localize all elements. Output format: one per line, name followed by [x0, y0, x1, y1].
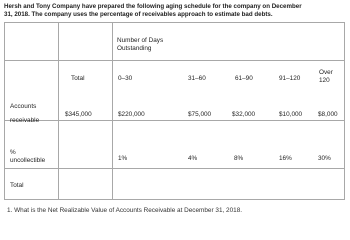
- row-divider-ar: [5, 120, 344, 121]
- pct-61-90: 8%: [234, 155, 244, 162]
- days-outstanding-header: [117, 37, 163, 53]
- pct-label-line-2: uncollectible: [10, 157, 46, 164]
- header-31-60: 31–60: [188, 75, 206, 82]
- col-divider-label: [58, 23, 59, 199]
- row-divider-header: [5, 60, 344, 61]
- pct-91-120: 16%: [279, 155, 292, 162]
- row-divider-pct: [5, 168, 344, 169]
- ar-31-60: $75,000: [188, 111, 212, 118]
- header-0-30: 0–30: [118, 75, 133, 82]
- problem-intro: [4, 3, 346, 20]
- aging-schedule-table: [4, 22, 345, 200]
- ar-label-line-1: Accounts: [10, 103, 37, 110]
- ar-0-30: $220,000: [118, 111, 145, 118]
- days-outstanding-line-1: Number of Days: [117, 37, 164, 44]
- row-label-accounts-receivable: [10, 103, 39, 125]
- ar-61-90: $32,000: [232, 111, 256, 118]
- pct-31-60: 4%: [188, 155, 198, 162]
- col-divider-total: [112, 23, 113, 199]
- days-outstanding-line-2: Outstanding: [117, 45, 152, 52]
- header-over-120: [319, 69, 333, 85]
- row-label-total: Total: [10, 182, 24, 189]
- row-label-pct-uncollectible: [10, 149, 45, 165]
- pct-over-120: 30%: [318, 155, 331, 162]
- ar-over-120: $8,000: [318, 111, 338, 118]
- header-over-120-line-2: 120: [319, 77, 330, 84]
- header-over-120-line-1: Over: [319, 69, 333, 76]
- pct-label-line-1: %: [10, 149, 16, 156]
- intro-line-2: 31, 2018. The company uses the percentage of receivables approach to estimate bad debts.: [4, 11, 273, 19]
- pct-0-30: 1%: [118, 155, 128, 162]
- intro-line-1: Hersh and Tony Company have prepared the following aging schedule for the company on December: [4, 3, 302, 10]
- question-1: 1. What is the Net Realizable Value of Accounts Receivable at December 31, 2018.: [7, 207, 243, 214]
- header-total: Total: [71, 75, 85, 82]
- header-91-120: 91–120: [279, 75, 301, 82]
- header-61-90: 61–90: [235, 75, 253, 82]
- ar-91-120: $10,000: [279, 111, 303, 118]
- ar-label-line-2: receivable: [10, 117, 40, 124]
- ar-total: $345,000: [65, 111, 92, 118]
